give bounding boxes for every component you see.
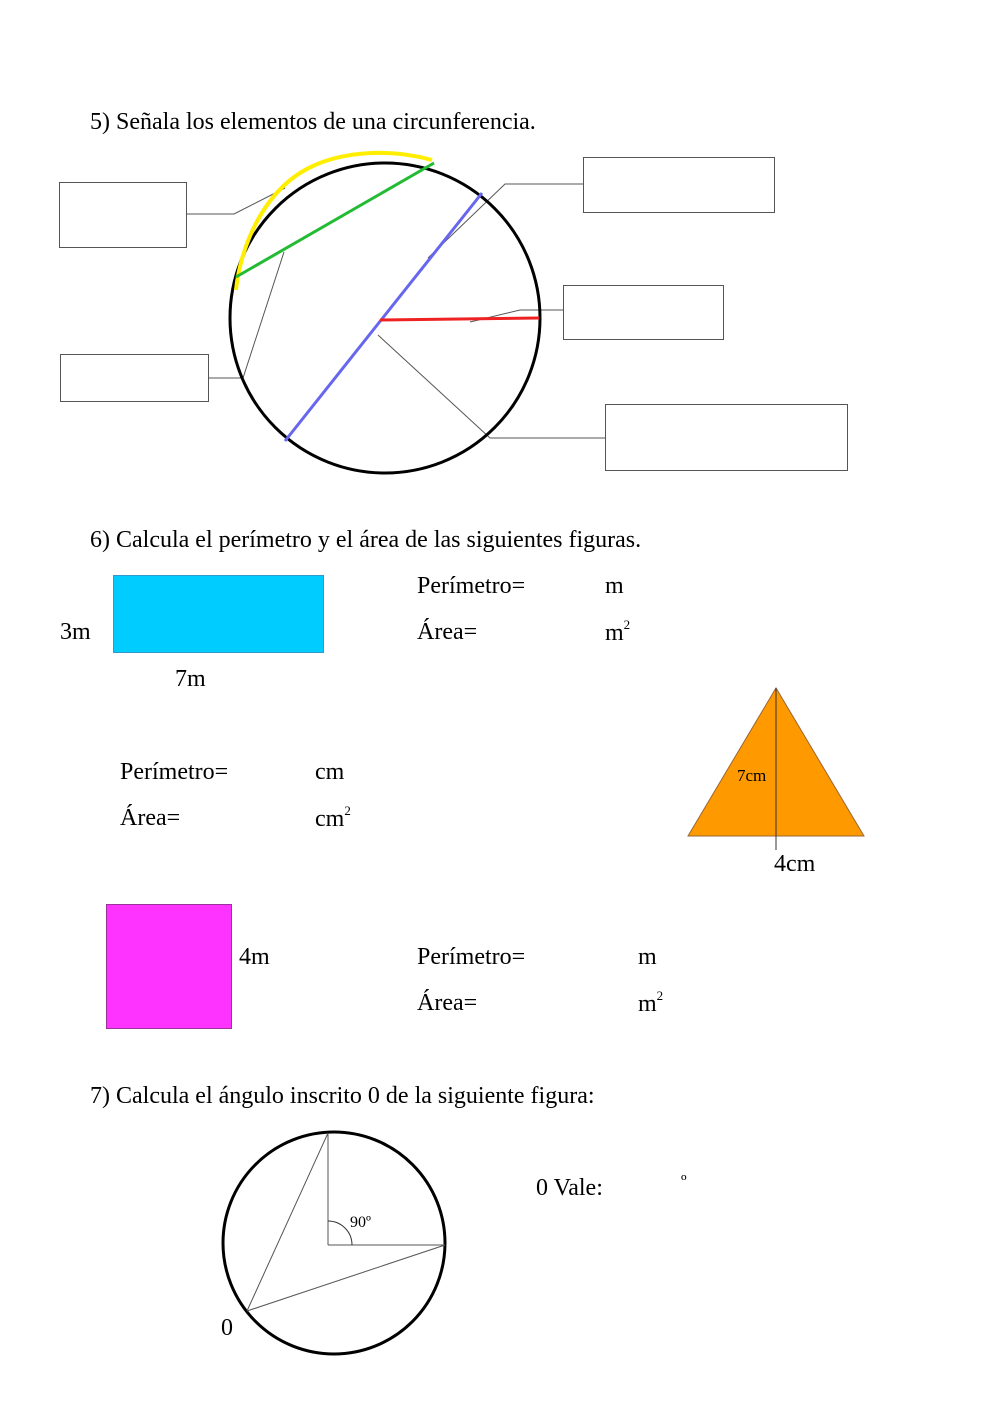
square-area-label: Área= bbox=[417, 990, 478, 1016]
angle-circle bbox=[223, 1132, 445, 1354]
triangle-base-label: 4cm bbox=[774, 851, 816, 877]
triangle-area-unit-exp: 2 bbox=[344, 803, 351, 818]
q7-title: 7) Calcula el ángulo inscrito 0 de la siguiente figura: bbox=[90, 1083, 595, 1109]
triangle-perimeter-unit: cm bbox=[315, 759, 345, 785]
triangle-perimeter-label: Perímetro= bbox=[120, 759, 229, 785]
rectangle-height-label: 3m bbox=[60, 619, 91, 645]
square-area-unit-base: m bbox=[638, 991, 657, 1017]
rectangle-area-label: Área= bbox=[417, 619, 478, 645]
square-area-unit-exp: 2 bbox=[656, 988, 664, 1003]
answer-label: 0 Vale: bbox=[536, 1175, 603, 1201]
rectangle-perimeter-label: Perímetro= bbox=[417, 573, 526, 599]
q5-title: 5) Señala los elementos de una circunferencia. bbox=[90, 109, 536, 135]
rectangle-perimeter-unit: m bbox=[605, 573, 624, 599]
square-perimeter-unit: m bbox=[638, 944, 657, 970]
square-side-label: 4m bbox=[239, 944, 270, 970]
triangle-height-label: 7cm bbox=[737, 766, 767, 785]
q6-title: 6) Calcula el perímetro y el área de las siguientes figuras. bbox=[90, 527, 642, 553]
triangle-area-label: Área= bbox=[120, 805, 181, 831]
square-perimeter-label: Perímetro= bbox=[417, 944, 526, 970]
inscribed-line-right bbox=[247, 1245, 445, 1311]
vertex-label: 0 bbox=[221, 1315, 233, 1341]
degree-symbol: º bbox=[681, 1171, 687, 1191]
triangle-area-unit-base: cm bbox=[315, 806, 345, 832]
central-angle-label: 90º bbox=[350, 1214, 371, 1231]
right-angle-arc bbox=[328, 1221, 352, 1245]
rectangle-area-unit-exp: 2 bbox=[623, 617, 631, 632]
rectangle-area-unit-base: m bbox=[605, 620, 624, 646]
rectangle-width-label: 7m bbox=[175, 666, 206, 692]
